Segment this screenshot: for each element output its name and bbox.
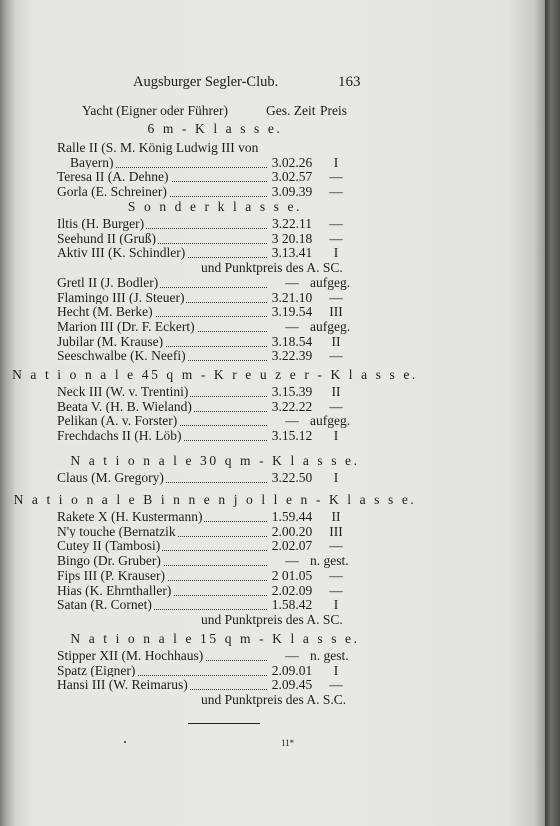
- section-title: N a t i o n a l e B i n n e n j o l l e n - K l a s s e.: [13, 492, 417, 507]
- prize-rank: —: [329, 398, 343, 414]
- yacht-name-text: Jubilar (M. Krause): [57, 333, 164, 349]
- result-row: [0, 583, 545, 598]
- prize-rank: n. gest.: [310, 648, 349, 663]
- total-time: —: [285, 413, 299, 429]
- yacht-name: [57, 677, 267, 693]
- result-row: [0, 348, 545, 363]
- prize-rank: III: [329, 523, 343, 539]
- total-time: 3 20.18: [271, 230, 313, 246]
- total-time: 3.19.54: [271, 304, 313, 320]
- yacht-name-text: Stipper XII (M. Hochhaus): [57, 648, 204, 663]
- yacht-name: [57, 428, 267, 444]
- prize-rank: —: [329, 582, 343, 598]
- yacht-name-text: Gretl II (J. Bodler): [57, 274, 159, 290]
- yacht-name: [57, 334, 267, 350]
- result-row: [0, 553, 545, 568]
- yacht-name: [57, 169, 267, 185]
- yacht-name: [57, 597, 267, 613]
- yacht-name: [57, 568, 267, 584]
- total-time: —: [285, 648, 299, 663]
- total-time: 3.09.39: [271, 184, 313, 200]
- yacht-name: [70, 155, 267, 171]
- yacht-name-text: Rakete X (H. Kustermann): [57, 509, 203, 524]
- prize-rank: II: [331, 509, 341, 524]
- yacht-name-text: Cutey II (Tambosi): [57, 538, 161, 554]
- yacht-name-text: Hansi III (W. Reimarus): [57, 677, 188, 693]
- yacht-name: [57, 140, 267, 156]
- prize-rank: aufgeg.: [310, 318, 351, 334]
- prize-rank: —: [329, 216, 343, 231]
- yacht-name: [57, 304, 267, 320]
- prize-rank: —: [329, 169, 343, 185]
- yacht-name-text: Satan (R. Cornet): [57, 597, 152, 613]
- prize-rank: —: [329, 677, 343, 693]
- print-speck: [124, 741, 126, 743]
- yacht-name: [57, 648, 267, 664]
- prize-rank: I: [333, 662, 339, 678]
- result-row: [0, 413, 545, 428]
- yacht-name-text: Frechdachs II (H. Löb): [57, 428, 182, 444]
- total-time: 2.09.01: [271, 662, 313, 678]
- total-time: 2.09.45: [271, 677, 313, 693]
- yacht-name: [57, 275, 267, 291]
- result-row: [0, 231, 545, 246]
- total-time: 2.00.20: [271, 523, 313, 539]
- total-time: 3.02.26: [271, 154, 313, 170]
- yacht-name-text: Gorla (E. Schreiner): [57, 184, 167, 200]
- prize-rank: I: [333, 245, 339, 261]
- yacht-name-text: Aktiv III (K. Schindler): [57, 245, 186, 261]
- section-title: N a t i o n a l e 30 q m - K l a s s e.: [70, 453, 360, 468]
- total-time: 3.15.12: [271, 428, 313, 444]
- yacht-name-text: Fips III (P. Krauser): [57, 567, 165, 583]
- result-row: [0, 597, 545, 612]
- yacht-name: [57, 245, 267, 261]
- yacht-name-text: Ralle II (S. M. König Ludwig III von: [57, 140, 259, 155]
- result-row: [0, 290, 545, 305]
- prize-rank: II: [331, 333, 341, 349]
- total-time: —: [285, 553, 299, 569]
- prize-note: [0, 612, 545, 627]
- yacht-name: [57, 348, 267, 364]
- yacht-name: [57, 509, 267, 525]
- prize-note: [0, 260, 545, 275]
- prize-rank: n. gest.: [310, 553, 349, 569]
- result-row: [0, 428, 545, 443]
- page-number: 163: [338, 74, 361, 90]
- total-time: 1.58.42: [271, 597, 313, 613]
- result-row: [0, 509, 545, 524]
- prize-rank: aufgeg.: [310, 274, 351, 290]
- total-time: 2.02.07: [271, 538, 313, 554]
- section-title: 6 m - K l a s s e.: [147, 121, 283, 136]
- yacht-name-text: Bayern): [70, 154, 114, 170]
- yacht-name: [57, 319, 267, 335]
- yacht-name-text: Bingo (Dr. Gruber): [57, 553, 161, 569]
- total-time: —: [285, 318, 299, 334]
- yacht-name-text: Hecht (M. Berke): [57, 304, 153, 320]
- yacht-name-text: Seehund II (Gruß): [57, 230, 156, 246]
- prize-rank: I: [333, 597, 339, 613]
- note-text: und Punktpreis des A. S.C.: [201, 692, 347, 708]
- yacht-name: [57, 399, 267, 415]
- total-time: 3.13.41: [271, 245, 313, 261]
- result-row: [0, 216, 545, 231]
- result-row: [0, 677, 545, 692]
- yacht-name-text: Spatz (Eigner): [57, 662, 136, 678]
- total-time: —: [285, 274, 299, 290]
- total-time: 2.02.09: [271, 582, 313, 598]
- total-time: 3.22.50: [271, 470, 313, 485]
- result-row: [0, 275, 545, 290]
- total-time: 2 01.05: [271, 567, 313, 583]
- yacht-name-text: Pelikan (A. v. Forster): [57, 413, 178, 429]
- total-time: 1.59.44: [271, 509, 313, 524]
- yacht-name: [57, 583, 267, 599]
- yacht-name: [57, 524, 267, 540]
- result-row: [0, 538, 545, 553]
- result-row: [0, 648, 545, 663]
- result-row: [0, 568, 545, 583]
- footer-rule: [188, 723, 260, 724]
- yacht-name-text: Seeschwalbe (K. Neefi): [57, 348, 186, 364]
- yacht-name: [57, 231, 267, 247]
- yacht-name: [57, 413, 267, 429]
- yacht-name-text: Marion III (Dr. F. Eckert): [57, 318, 195, 334]
- column-header-time: Ges. Zeit: [266, 103, 316, 118]
- section-title: N a t i o n a l e 45 q m - K r e u z e r - K l a s s e.: [12, 367, 418, 382]
- prize-rank: —: [329, 289, 343, 305]
- yacht-name-text: Neck III (W. v. Trentini): [57, 384, 189, 399]
- result-row: [0, 663, 545, 678]
- yacht-name-text: N'y touche (Bernatzik: [57, 523, 176, 539]
- yacht-name-text: Teresa II (A. Dehne): [57, 169, 169, 185]
- column-header-yacht: Yacht (Eigner oder Führer): [82, 103, 228, 118]
- note-text: und Punktpreis des A. SC.: [201, 611, 343, 627]
- prize-rank: I: [333, 428, 339, 444]
- yacht-name-text: Beata V. (H. B. Wieland): [57, 398, 192, 414]
- total-time: 3.22.22: [271, 398, 313, 414]
- yacht-name-text: Iltis (H. Burger): [57, 216, 145, 231]
- total-time: 3.21.10: [271, 289, 313, 305]
- yacht-name: [57, 216, 267, 232]
- yacht-name: [57, 470, 267, 486]
- result-row: [0, 399, 545, 414]
- signature-mark: 11*: [281, 738, 295, 748]
- prize-rank: I: [333, 470, 339, 485]
- yacht-name-text: Flamingo III (J. Steuer): [57, 289, 185, 305]
- column-header-prize: Preis: [320, 103, 347, 118]
- result-row: [0, 470, 545, 485]
- result-row: [0, 155, 545, 170]
- total-time: 3.15.39: [271, 384, 313, 399]
- prize-rank: —: [329, 230, 343, 246]
- result-row: [0, 304, 545, 319]
- prize-rank: —: [329, 538, 343, 554]
- prize-rank: —: [329, 184, 343, 200]
- prize-rank: I: [333, 154, 339, 170]
- result-row: [0, 384, 545, 399]
- total-time: 3.02.57: [271, 169, 313, 185]
- header-title: Augsburger Segler-Club.: [133, 74, 279, 90]
- result-row: [0, 245, 545, 260]
- prize-note: [0, 692, 545, 707]
- yacht-name: [57, 290, 267, 306]
- section-title: N a t i o n a l e 15 q m - K l a s s e.: [70, 631, 360, 646]
- result-row: [0, 319, 545, 334]
- result-row: [0, 169, 545, 184]
- section-title: S o n d e r k l a s s e.: [127, 199, 303, 214]
- result-row: [0, 334, 545, 349]
- prize-rank: aufgeg.: [310, 413, 351, 429]
- yacht-name-text: Hias (K. Ehrnthaller): [57, 582, 172, 598]
- result-row: [0, 140, 545, 155]
- total-time: 3.18.54: [271, 333, 313, 349]
- note-text: und Punktpreis des A. SC.: [201, 260, 343, 276]
- result-row: [0, 184, 545, 199]
- prize-rank: III: [329, 304, 343, 320]
- yacht-name-text: Claus (M. Gregory): [57, 470, 164, 485]
- prize-rank: —: [329, 567, 343, 583]
- total-time: 3.22.11: [272, 216, 312, 231]
- yacht-name: [57, 553, 267, 569]
- total-time: 3.22.39: [271, 348, 313, 364]
- yacht-name: [57, 384, 267, 400]
- prize-rank: —: [329, 348, 343, 364]
- yacht-name: [57, 184, 267, 200]
- prize-rank: II: [331, 384, 341, 399]
- yacht-name: [57, 538, 267, 554]
- result-row: [0, 524, 545, 539]
- yacht-name: [57, 663, 267, 679]
